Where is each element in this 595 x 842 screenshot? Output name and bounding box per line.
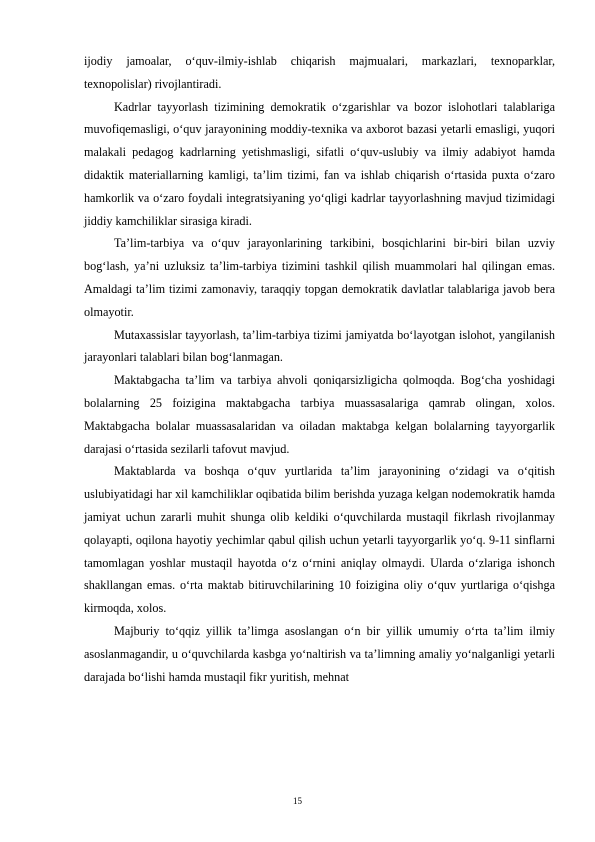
paragraph-3: Ta’lim-tarbiya va o‘quv jarayonlarining tarkibini, bosqichlarini bir-biri bilan uzviy bog‘lash, ya’ni uzluksiz ta’lim-tarbiya tizimini tashkil qilish muammolari hal qilingan emas. Amaldagi ta’lim tizimi zamonaviy, taraqqiy topgan demokratik davlatlar talablariga javob bera olmayotir. bbox=[84, 236, 555, 319]
paragraph-5: Maktabgacha ta’lim va tarbiya ahvoli qoniqarsizligicha qolmoqda. Bog‘cha yoshidagi bolalarning 25 foizigina maktabgacha tarbiya muassasalariga qamrab olingan, xolos. Maktabgacha bolalar muassasalaridan va oiladan maktabga kelgan bolalarning tayyorgarlik darajasi o‘rtasida sezilarli tafovut mavjud. bbox=[84, 373, 555, 456]
page-number: 15 bbox=[293, 796, 302, 806]
paragraph-6: Maktablarda va boshqa o‘quv yurtlarida ta’lim jarayonining o‘zidagi va o‘qitish uslubiyatidagi har xil kamchiliklar oqibatida bilim berishda yuzaga kelgan nodemokratik hamda jamiyat uchun zararli muhit shunga olib keldiki o‘quvchilarda mustaqil fikrlash rivojlanmay qolayapti, oqilona hayotiy yechimlar qabul qilish uchun yetarli tayyorgarlik yo‘q. 9-11 sinflarni tamomlagan yoshlar mustaqil hayotda o‘z o‘rnini aniqlay olmaydi. Ularda o‘zlariga ishonch shakllangan emas. o‘rta maktab bitiruvchilarining 10 foizigina oliy o‘quv yurtlariga o‘qishga kirmoqda, xolos. bbox=[84, 464, 555, 616]
paragraph-4: Mutaxassislar tayyorlash, ta’lim-tarbiya tizimi jamiyatda bo‘layotgan islohot, yangilanish jarayonlari talablari bilan bog‘lanmagan. bbox=[84, 327, 555, 365]
paragraph-2: Kadrlar tayyorlash tizimining demokratik o‘zgarishlar va bozor islohotlari talablariga muvofiqemasligi, o‘quv jarayonining moddiy-texnika va axborot bazasi yetarli emasligi, yuqori malakali pedagog kadrlarning yetishmasligi, sifatli o‘quv-uslubiy va ilmiy adabiyot hamda didaktik materiallarning kamligi, ta’lim tizimi, fan va ishlab chiqarish o‘rtasida puxta o‘zaro hamkorlik va o‘zaro foydali integratsiyaning yo‘qligi kadrlar tayyorlashning mavjud tizimidagi jiddiy kamchiliklar sirasiga kiradi. bbox=[84, 99, 555, 228]
paragraph-7: Majburiy to‘qqiz yillik ta’limga asoslangan o‘n bir yillik umumiy o‘rta ta’lim ilmiy asoslanmagandir, u o‘quvchilarda kasbga yo‘naltirish va ta’limning amaliy yo‘nalganligi yetarli darajada bo‘lishi hamda mustaqil fikr yuritish, mehnat bbox=[84, 623, 555, 684]
document-page bbox=[84, 50, 555, 688]
paragraph-1: ijodiy jamoalar, o‘quv-ilmiy-ishlab chiqarish majmualari, markazlari, texnoparklar, texnopolislar) rivojlantiradi. bbox=[84, 54, 555, 91]
